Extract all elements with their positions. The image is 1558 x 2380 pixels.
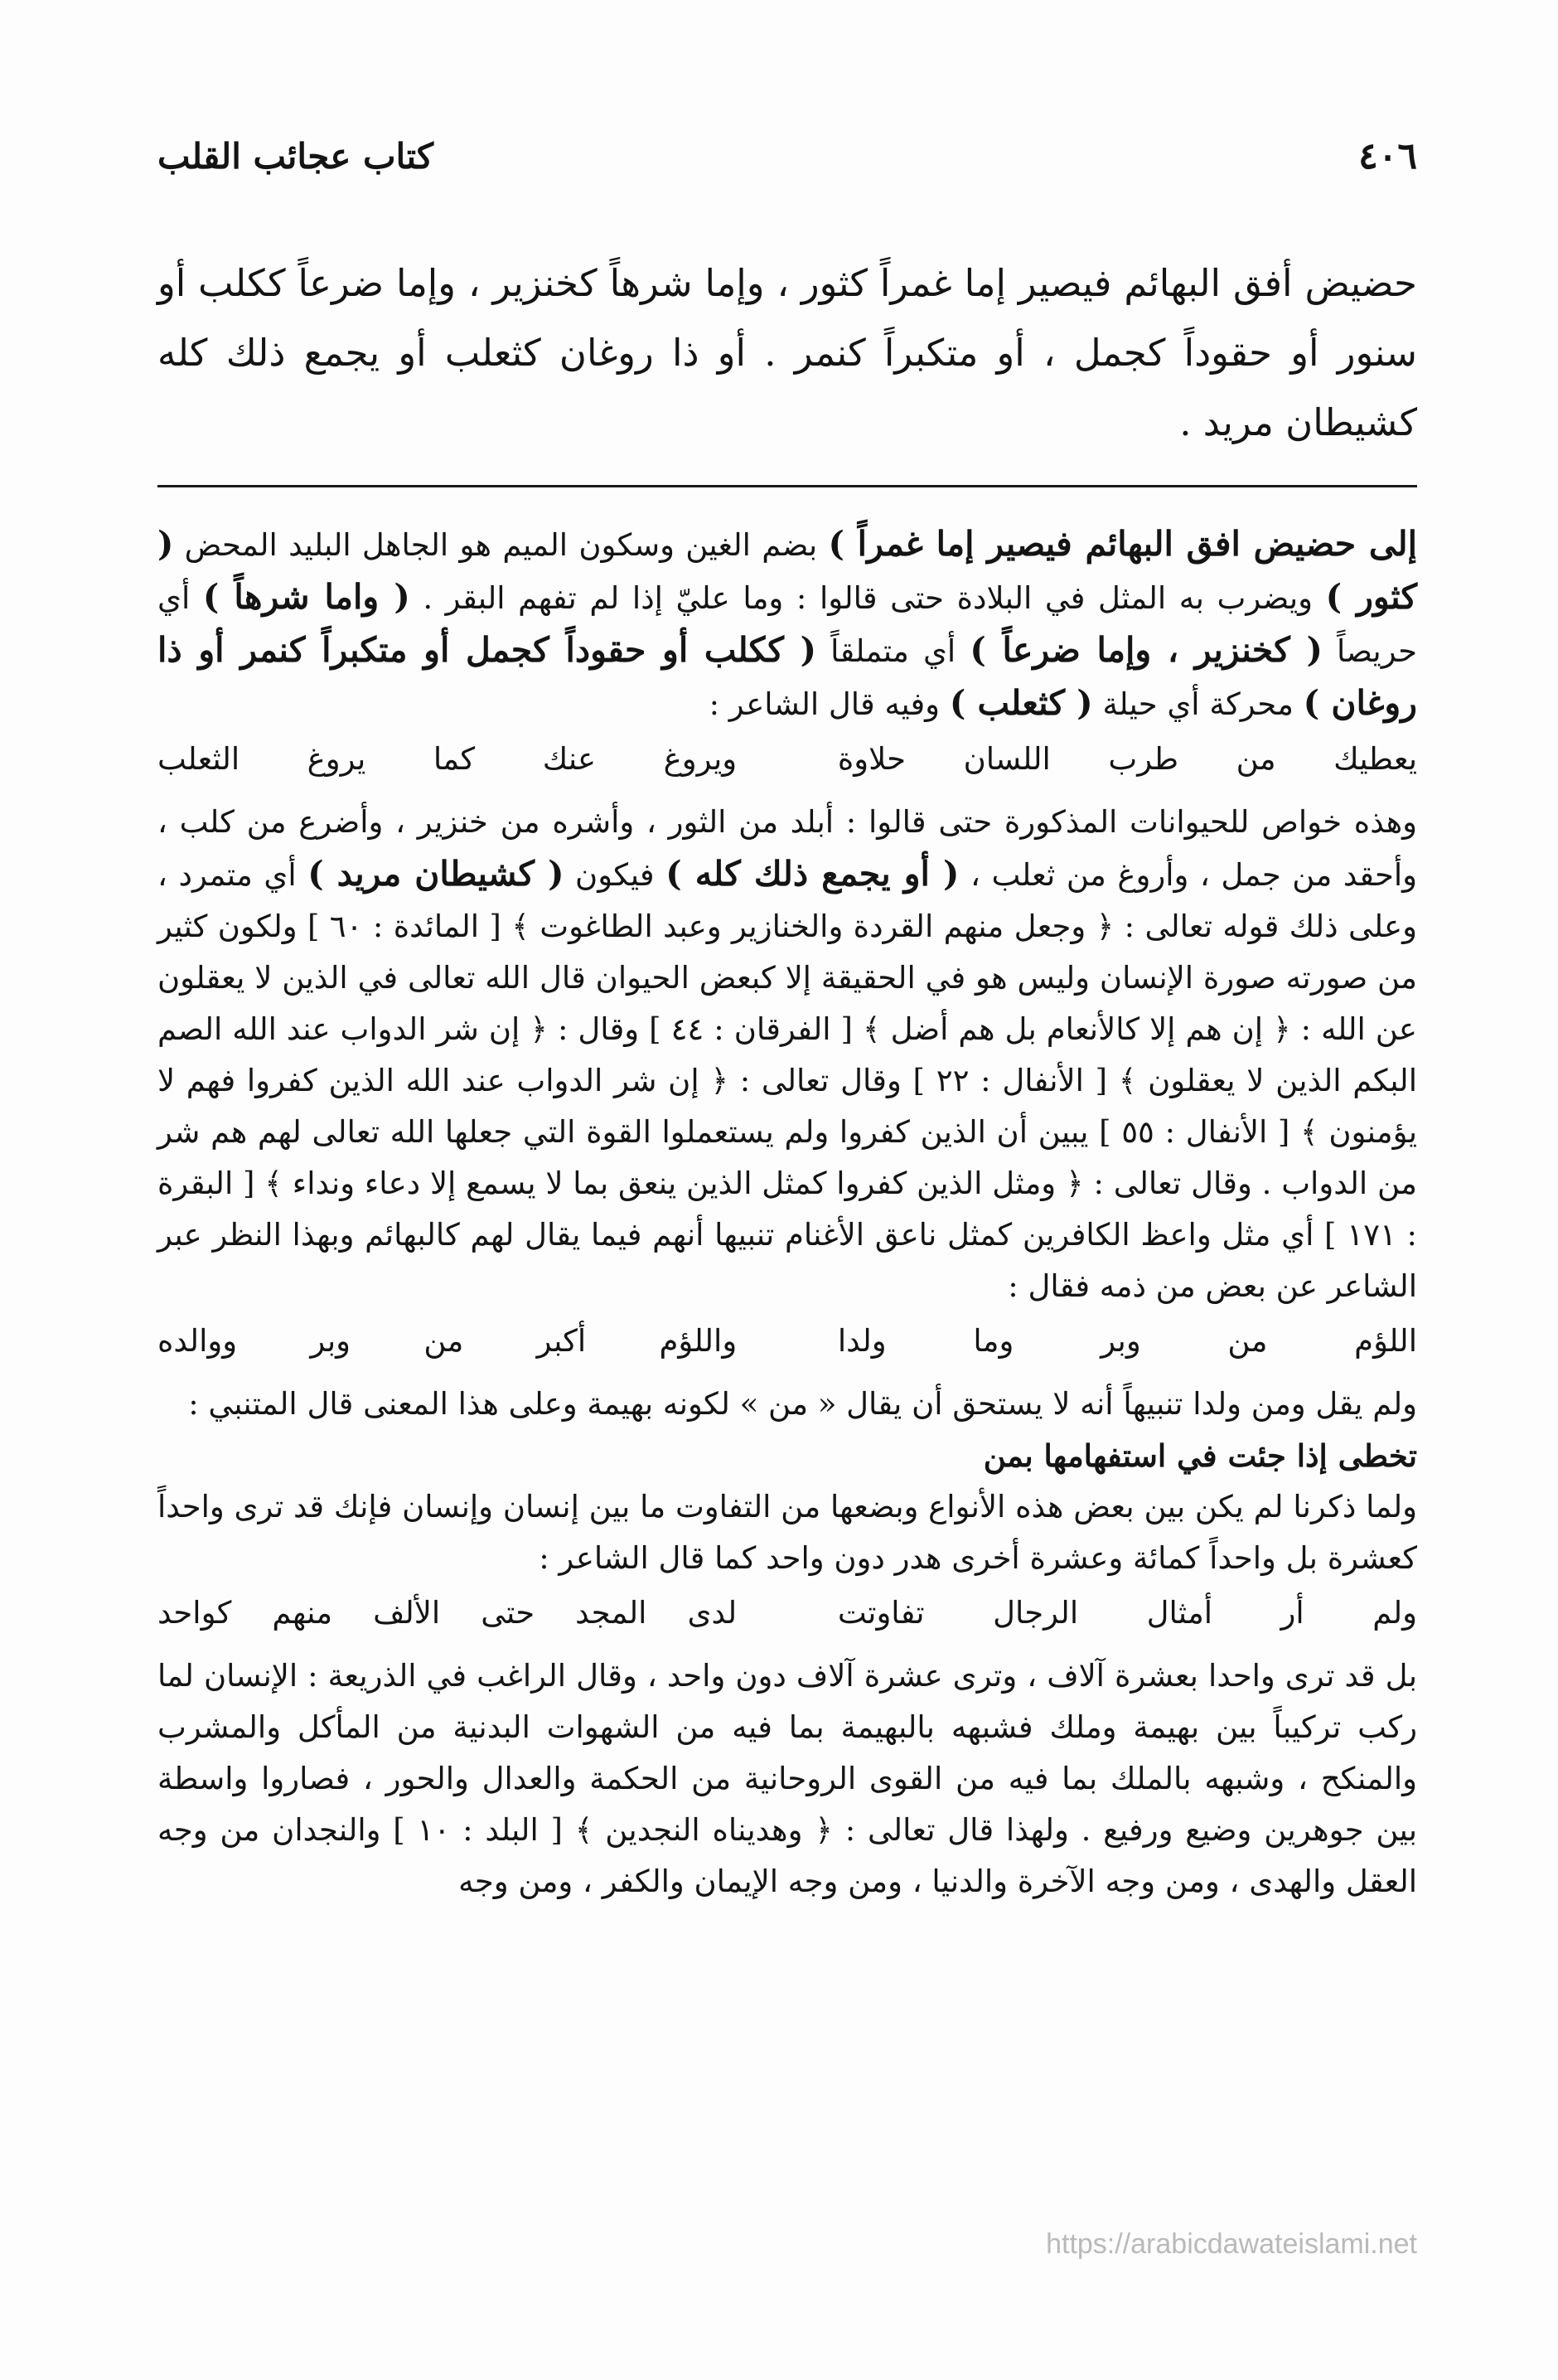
quoted-phrase: ( كخنزير ، وإما ضرعاً ) [970,630,1323,670]
commentary-paragraph [157,797,1417,1312]
verse-first-hemistich: اللؤم من وبر وما ولدا [837,1323,1417,1359]
quoted-phrase: ( واما شرهاً ) [202,577,410,617]
commentary [157,518,1417,1907]
divider-line [157,485,1417,487]
header-title: كتاب عجائب القلب [157,135,434,177]
watermark-url: https://arabicdawateislami.net [1046,2228,1417,2260]
commentary-paragraph [157,518,1417,730]
quoted-phrase: ( أو يجمع ذلك كله ) [665,854,960,894]
page-number: ٤٠٦ [1358,134,1417,177]
commentary-text: ويضرب به المثل في البلادة حتى قالوا : وما عليّ إذا لم تفهم البقر . [409,580,1326,616]
commentary-paragraph: ولم يقل ومن ولدا تنبيهاً أنه لا يستحق أن يقال « من » لكونه بهيمة وعلى هذا المعنى قال المتنبي : [188,1386,1417,1422]
quoted-phrase: ( ككلب أو حقوداً كجمل أو متكبراً كنمر أو ذا روغان ) [157,630,1417,723]
main-text: حضيض أفق البهائم فيصير إما غمراً كثور ، وإما شرهاً كخنزير ، وإما ضرعاً ككلب أو سنور أو حقوداً كجمل ، أو متكبراً كنمر . أو ذا روغان كثعلب أو يجمع ذلك كله كشيطان مريد . [157,261,1417,444]
commentary-paragraph: ولما ذكرنا لم يكن بين بعض هذه الأنواع وبضعها من التفاوت ما بين إنسان وإنسان فإنك قد ترى واحداً كعشرة بل واحداً كمائة وعشرة أخرى هدر دون واحد كما قال الشاعر : [157,1489,1417,1576]
commentary-text: بضم الغين وسكون الميم هو الجاهل البليد المحض [173,527,829,563]
commentary-text: أي متمرد ، وعلى ذلك قوله تعالى : ﴿ وجعل منهم القردة والخنازير وعبد الطاغوت ﴾ [ المائدة : ٦٠ ] ولكون كثير من صورته صورة الإنسان وليس هو في الحقيقة إلا كبعض الحيوان قال الله تعالى في الذين لا يعقلون عن الله : ﴿ إن هم إلا كالأنعام بل هم أضل ﴾ [ الفرقان : ٤٤ ] وقال : ﴿ إن شر الدواب عند الله الصم البكم الذين لا يعقلون ﴾ [ الأنفال : ٢٢ ] وقال تعالى : ﴿ إن شر الدواب عند الله الذين كفروا فهم لا يؤمنون ﴾ [ الأنفال : ٥٥ ] يبين أن الذين كفروا ولم يستعملوا القوة التي جعلها الله تعالى لهم هم شر من الدواب . وقال تعالى : ﴿ ومثل الذين كفروا كمثل الذين ينعق بما لا يسمع إلا دعاء ونداء ﴾ [ البقرة : ١٧١ ] أي مثل واعظ الكافرين كمثل ناعق الأغنام تنبيها أنهم فيما يقال لهم كالبهائم وبهذا النظر عبر الشاعر عن بعض من ذمه فقال : [157,857,1418,1304]
verse-second-hemistich: واللؤم أكبر من وبر ووالده [157,1323,738,1359]
commentary-text: وهذه خواص للحيوانات المذكورة حتى قالوا : أبلد من الثور ، وأشره من خنزير ، وأضرع من كلب ، وأحقد من جمل ، وأروغ من ثعلب ، [157,804,1418,893]
quoted-phrase: ( كشيطان مريد ) [307,854,564,894]
commentary-text: محركة أي حيلة [1092,686,1304,722]
commentary-text: أي متملقاً [816,633,970,669]
poetry-verse [157,1587,1417,1639]
verse-second-hemistich: لدى المجد حتى الألف منهم كواحد [157,1595,738,1631]
quoted-phrase: ( كثور ) [157,524,1417,617]
centered-verse: تخطى إذا جئت في استفهامها بمن [983,1437,1417,1474]
quoted-phrase: ( كثعلب ) [949,683,1093,723]
page-header [157,123,1417,189]
verse-first-hemistich: يعطيك من طرب اللسان حلاوة [837,741,1417,777]
poetry-verse [157,1316,1417,1367]
quoted-phrase: إلى حضيض افق البهائم فيصير إما غمراً ) [828,524,1417,564]
commentary-text: وفيه قال الشاعر : [709,686,950,722]
commentary-text: فيكون [564,857,666,893]
verse-first-hemistich: ولم أر أمثال الرجال تفاوتت [837,1595,1417,1631]
commentary-text: أي حريصاً [157,580,1417,669]
commentary-paragraph: بل قد ترى واحدا بعشرة آلاف ، وترى عشرة آلاف دون واحد ، وقال الراغب في الذريعة : الإنسان لما ركب تركيباً بين بهيمة وملك فشبهه بالبهيمة بما فيه من الشهوات البدنية من المأكل والمشرب والمنكح ، وشبهه بالملك بما فيه من القوى الروحانية من الحكمة والعدال والحور ، فصاروا واسطة بين جوهرين وضيع ورفيع . ولهذا قال تعالى : ﴿ وهديناه النجدين ﴾ [ البلد : ١٠ ] والنجدان من وجه العقل والهدى ، ومن وجه الآخرة والدنيا ، ومن وجه الإيمان والكفر ، ومن وجه [157,1658,1417,1899]
verse-second-hemistich: ويروغ عنك كما يروغ الثعلب [157,741,738,777]
poetry-verse [157,734,1417,785]
